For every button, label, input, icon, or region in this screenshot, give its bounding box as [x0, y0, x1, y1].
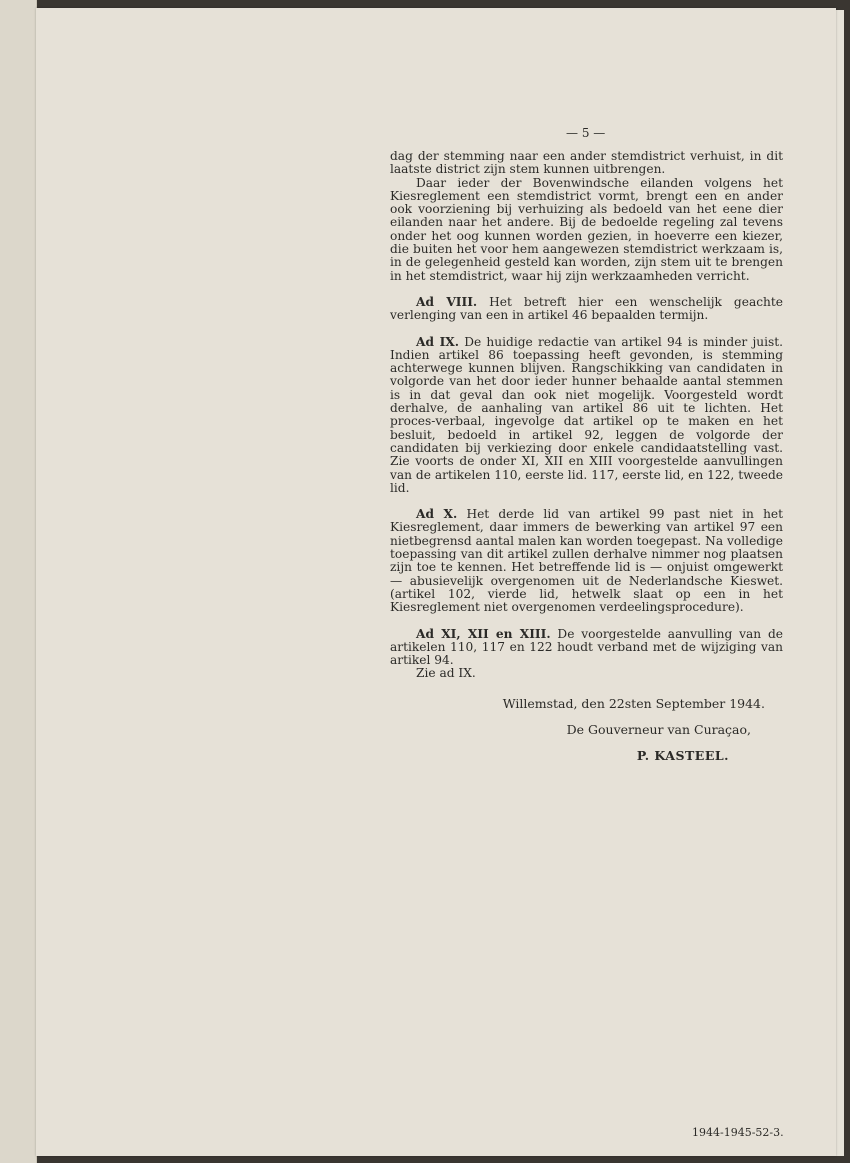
footer-code: 1944-1945-52-3.: [692, 1126, 784, 1139]
page-number: — 5 —: [566, 126, 606, 140]
paragraph-zie-ad-ix: Zie ad IX.: [416, 666, 476, 681]
paragraph-1: dag der stemming naar een ander stemdistrict verhuist, in dit laatste district zijn stem kunnen uitbrengen.: [390, 149, 783, 177]
heading-ad-x: Ad X.: [416, 507, 458, 522]
closing-block: [390, 694, 783, 766]
heading-ad-xi-xiii: Ad XI, XII en XIII.: [416, 626, 551, 641]
paragraph-2: Daar ieder der Bovenwindsche eilanden volgens het Kiesreglement een stemdistrict vormt, brengt een en ander ook voorziening bij verhuizing als bedoeld van het eene dier eilanden naar het andere. Bij de bedoelde regeling zal tevens onder het oog kunnen worden gezien, in hoeverre een kiezer, die buiten het voor hem aangewezen stemdistrict werkzaam is, in de gelegenheid gesteld kan worden, zijn stem uit te brengen in het stemdistrict, waar hij zijn werkzaamheden verricht.: [390, 175, 783, 283]
signatory-name: P. KASTEEL.: [636, 747, 729, 763]
left-page-edge: [0, 0, 37, 1163]
heading-ad-viii: Ad VIII.: [416, 294, 478, 309]
signatory-title: De Gouverneur van Curaçao,: [566, 721, 751, 737]
paragraph-ad-viii: Ad VIII. Het betreft hier een wenschelijk geachte verlenging van een in artikel 46 bepaalden termijn.: [390, 294, 783, 323]
place-date: Willemstad, den 22sten September 1944.: [502, 695, 765, 711]
paragraph-ad-x: Ad X. Het derde lid van artikel 99 past niet in het Kiesreglement, daar immers de bewerking van artikel 97 een nietbegrensd aantal malen kan worden toegepast. Na volledige toepassing van dit artikel zullen derhalve nimmer nog plaatsen zijn toe te kennen. Het betreffende lid is — onjuist omgewerkt — abusievelijk overgenomen uit de Nederlandsche Kieswet. (artikel 102, vierde lid, hetwelk slaat op een in het Kiesreglement niet overgenomen verdeelingsprocedure).: [390, 507, 784, 615]
document-body: [390, 118, 783, 766]
heading-ad-ix: Ad IX.: [416, 334, 459, 349]
paragraph-ad-xi-xiii: Ad XI, XII en XIII. De voorgestelde aanvulling van de artikelen 110, 117 en 122 houdt verband met de wijziging van artikel 94.: [390, 626, 783, 668]
paragraph-ad-ix: Ad IX. De huidige redactie van artikel 94 is minder juist. Indien artikel 86 toepassing heeft gevonden, is stemming achterwege kunnen blijven. Rangschikking van candidaten in volgorde van het door ieder hunner behaalde aantal stemmen is in dat geval dan ook niet mogelijk. Voorgesteld wordt derhalve, de aanhaling van artikel 86 uit te lichten. Het proces-verbaal, ingevolge dat artikel op te maken en het besluit, bedoeld in artikel 92, leggen de volgorde der candidaten bij verkiezing door enkele candidaatstelling vast. Zie voorts de onder XI, XII en XIII voorgestelde aanvullingen van de artikelen 110, eerste lid. 117, eerste lid, en 122, tweede lid.: [390, 334, 784, 495]
